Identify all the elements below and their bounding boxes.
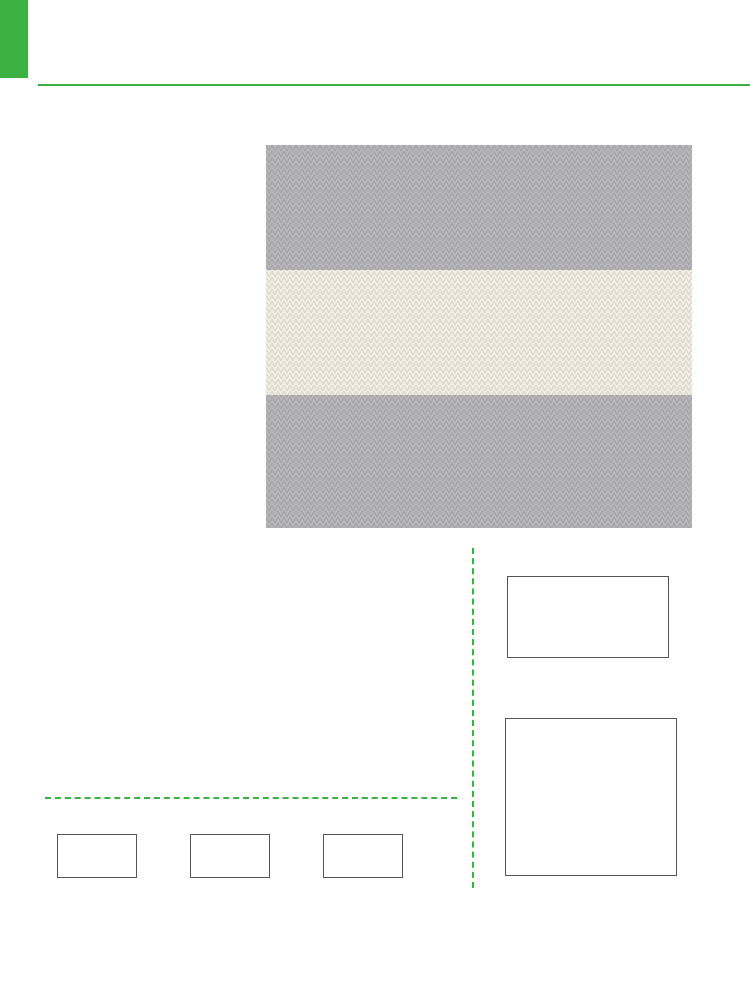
chart-5-grid xyxy=(323,834,403,878)
knitted-swatch-photo xyxy=(266,145,692,528)
page-footer xyxy=(20,935,24,946)
chart-1-grid xyxy=(507,576,669,658)
instructions-column-2 xyxy=(266,542,466,552)
section-tab xyxy=(0,0,28,78)
title-rule xyxy=(38,84,750,86)
dashed-divider-vertical xyxy=(472,548,474,888)
chart-3-grid xyxy=(190,834,270,878)
chart-4-grid xyxy=(505,718,677,876)
dashed-divider-horizontal xyxy=(45,797,457,799)
chart-2-grid xyxy=(57,834,137,878)
